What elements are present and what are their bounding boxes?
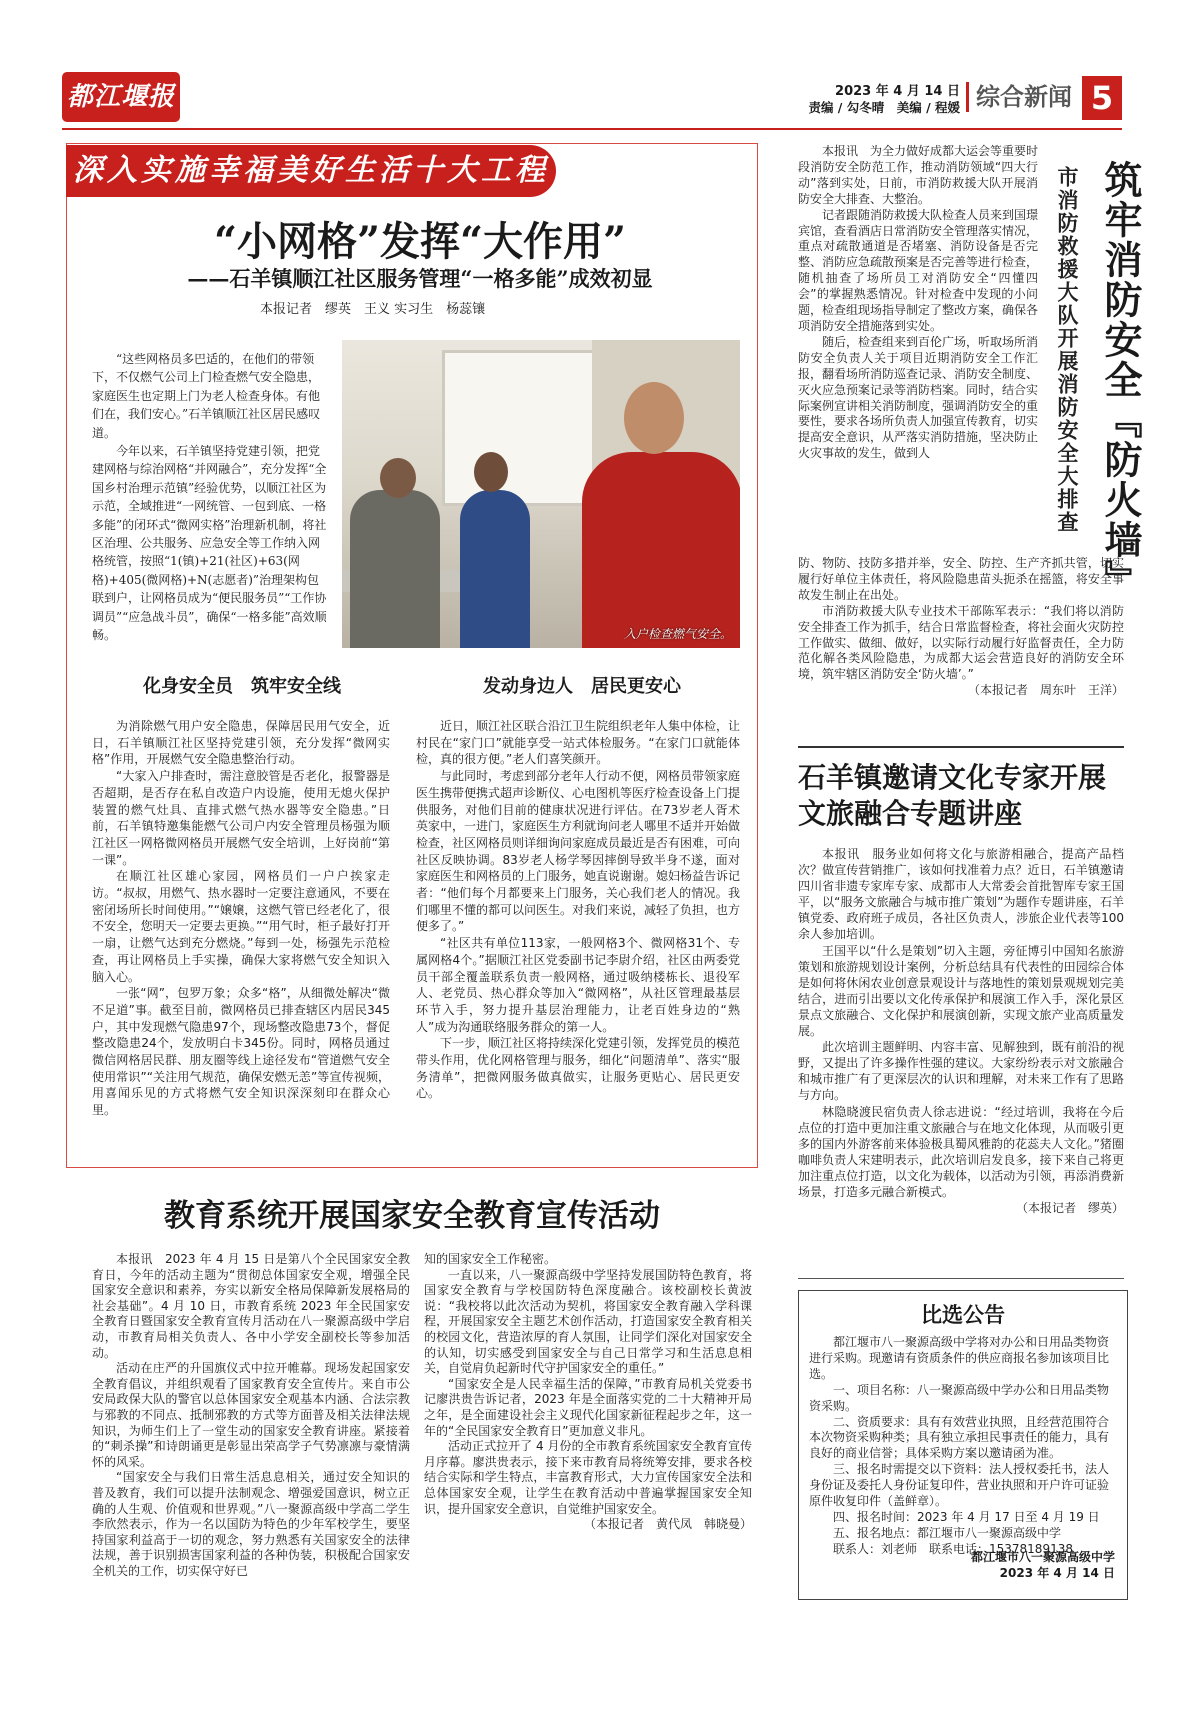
paragraph: 在顺江社区雄心家园，网格员们一户户挨家走访。“叔叔，用燃气、热水器时一定要注意通风，不要在密闭场所长时间使用。”“嬢嬢，这燃气管已经老化了，很不安全，您明天一定要去更换。”“用气时，柜子最好打开一扇，让燃气达到充分燃烧。”每到一处，杨强先示范检查，再让网格员上手实操，确保大家将燃气安全知识入脑入心。: [92, 869, 390, 984]
paragraph: 本报讯 2023 年 4 月 15 日是第八个全民国家安全教育日，今年的活动主题为“贯彻总体国家安全观，增强全民国家安全意识和素养，夯实以新安全格局保障新发展格局的社会基础”。4 月 10 日，市教育系统 2023 年全民国家安全教育日暨国家安全教育宣传月活动在八一聚源高级中学启动，市教育局相关负责人、各中小学安全副校长等参加活动。: [92, 1252, 410, 1360]
section-a-title: 化身安全员 筑牢安全线: [143, 676, 341, 697]
education-column-b: [424, 1252, 752, 1533]
fire-signature: （本报记者 周东叶 王洋）: [967, 683, 1124, 698]
feature-column-a: [92, 718, 390, 1119]
section-b-title: 发动身边人 居民更安心: [483, 676, 681, 697]
paragraph: 联系人：刘老师 联系电话：15378189138: [833, 1541, 1073, 1556]
paragraph: 二、资质要求：具有有效营业执照，且经营范围符合本次物资采购种类；具有独立承担民事责任的能力，具有良好的商业信誉；具体采购方案以邀请函为准。: [809, 1414, 1110, 1461]
feature-intro: [92, 350, 328, 645]
feature-byline: 本报记者 缪英 王义 实习生 杨蕊镶: [260, 302, 486, 317]
paragraph: 为消除燃气用户安全隐患，保障居民用气安全，近日，石羊镇顺江社区坚持党建引领，充分发挥“微网实格”作用，开展燃气安全隐患整治行动。: [92, 719, 390, 767]
notice-title: 比选公告: [921, 1302, 1005, 1327]
header-rule: [62, 128, 1122, 130]
paragraph: 下一步，顺江社区将持续深化党建引领，发挥党员的模范带头作用，优化网格管理与服务，细化“问题清单”、落实“服务清单”，把微网服务做真做实，让服务更贴心、居民更安心。: [416, 1036, 741, 1101]
editors-line: 责编 / 勾冬晴 美编 / 程媛: [808, 100, 960, 115]
paragraph: 本报讯 为全力做好成都大运会等重要时段消防安全防范工作，推动消防领域“四大行动”落到实处，日前，市消防救援大队开展消防安全大排查、大整治。: [798, 144, 1039, 206]
divider: [798, 1278, 1124, 1279]
paragraph: 一、项目名称：八一聚源高级中学办公和日用品类物资采购。: [809, 1382, 1110, 1413]
header-separator: [966, 82, 969, 112]
divider: [798, 746, 1124, 748]
paragraph: 防、物防、技防多措并举，安全、防控、生产齐抓共管，切实履行好单位主体责任，将风险隐患苗头扼杀在摇篮，将安全事故发生制止在出处。: [798, 556, 1124, 602]
fire-article-body: [798, 144, 1038, 462]
photo-caption: 入户检查燃气安全。: [623, 627, 732, 641]
paragraph: 一张“网”，包罗万象；众多“格”，从细微处解决“微不足道”事。截至目前，微网格员已排查辖区内居民345户，其中发现燃气隐患97个，现场整改隐患73个，督促整改隐患24个，发放明白卡345份。同时，网格员通过微信网格居民群、朋友圈等线上途径发布“管道燃气安全使用常识”“关注用气规范，确保安燃无恙”等宣传视频，用喜闻乐见的方式将燃气安全知识深深刻印在群众心里。: [92, 986, 390, 1118]
culture-article-title: 石羊镇邀请文化专家开展文旅融合专题讲座: [798, 761, 1107, 830]
education-signature: （本报记者 黄代凤 韩晓曼）: [583, 1517, 752, 1532]
notice-body: [809, 1335, 1117, 1558]
paragraph: 随后，检查组来到百伦广场，听取场所消防安全负责人关于项目近期消防安全工作汇报，翻看场所消防巡查记录、消防安全制度、灭火应急预案记录等消防档案。同时，结合实际案例宣讲相关消防制度，强调消防安全的重要性，要求各场所负责人加强宣传教育，切实提高安全意识，从严落实消防措施，坚决防止火灾事故的发生，做到人: [798, 334, 1039, 461]
paragraph: “国家安全与我们日常生活息息相关，通过安全知识的普及教育，我们可以提升法制观念、增强爱国意识，树立正确的人生观、价值观和世界观。”八一聚源高级中学高二学生李欣然表示，作为一名以国防为特色的少年军校学生，要坚持国家利益高于一切的观念，努力熟悉有关国家安全的法律法规，善于识别损害国家利益的各种伪装，积极配合国家安全机关的工作，切实保守好已: [92, 1470, 410, 1578]
notice-date: 2023 年 4 月 14 日: [999, 1566, 1115, 1580]
notice-signer: 都江堰市八一聚源高级中学: [970, 1550, 1115, 1564]
paragraph: 记者跟随消防救援大队检查人员来到国璟宾馆，查看酒店日常消防安全管理落实情况，重点对疏散通道是否堵塞、消防设备是否完整、消防应急疏散预案是否完善等进行检查，随机抽查了场所员工对消防安全“四懂四会”的掌握熟悉情况。针对检查中发现的小问题，检查组现场指导制定了整改方案，确保各项消防安全措施落到实处。: [798, 207, 1039, 333]
paragraph: 本报讯 服务业如何将文化与旅游相融合，提高产品档次？做宣传营销推广，该如何找准着力点？近日，石羊镇邀请四川省非遗专家库专家、成都市人大常委会首批智库专家王国平，以“服务文旅融合与城市推广策划”为题作专题讲座，石羊镇党委、政府班子成员，各社区负责人，涉旅企业代表等100余人参加培训。: [798, 847, 1124, 942]
fire-article-continued: [798, 556, 1124, 699]
culture-article-body: [798, 846, 1124, 1216]
education-article-title: 教育系统开展国家安全教育宣传活动: [164, 1198, 660, 1234]
paragraph: 活动在庄严的升国旗仪式中拉开帷幕。现场发起国家安全教育倡议，并组织观看了国家教育安全宣传片。来自市公安局政保大队的警官以总体国家安全观基本内涵、合法宗教与邪教的不同点、抵制邪教的方式等方面普及相关法律法规知识，为师生们上了一堂生动的国家安全教育讲座。紧接着的“刺杀操”和诗朗诵更是彰显出荣高学子气势凛凛与豪情满怀的风采。: [92, 1361, 410, 1469]
feature-column-b: [416, 718, 740, 1102]
paragraph: 都江堰市八一聚源高级中学将对办公和日用品类物资进行采购。现邀请有资质条件的供应商报名参加该项目比选。: [809, 1335, 1110, 1381]
feature-headline: “小网格”发挥“大作用”: [213, 218, 627, 265]
paragraph: 五、报名地点：都江堰市八一聚源高级中学: [833, 1525, 1062, 1540]
paragraph: 知的国家安全工作秘密。: [424, 1252, 557, 1266]
issue-date: 2023 年 4 月 14 日: [835, 84, 960, 99]
feature-photo: [342, 340, 740, 648]
education-column-a: [92, 1252, 410, 1579]
feature-subhead: ——石羊镇顺江社区服务管理“一格多能”成效初显: [187, 266, 653, 291]
paragraph: 近日，顺江社区联合沿江卫生院组织老年人集中体检，让村民在“家门口”就能享受一站式体检服务。“在家门口就能体检，真的很方便。”老人们喜笑颜开。: [416, 719, 741, 767]
fire-article-subtitle: 市消防救援大队开展消防安全大排查: [1055, 166, 1079, 534]
section-name: 综合新闻: [976, 83, 1072, 111]
fire-article-title: 筑牢消防安全『防火墙』: [1098, 160, 1143, 600]
paragraph: “大家入户排查时，需注意胶管是否老化，报警器是否超期，是否存在私自改造户内设施，使用无熄火保护装置的燃气灶具、直排式燃气热水器等安全隐患。”日前，石羊镇特邀集能燃气公司户内安全管理员杨强为顺江社区一网格微网格员开展燃气安全培训，上好岗前“第一课”。: [92, 769, 390, 867]
paragraph: “国家安全是人民幸福生活的保障，”市教育局机关党委书记廖洪贵告诉记者，2023 年是全面落实党的二十大精神开局之年，是全面建设社会主义现代化国家新征程起步之年，这一年的“全民国家安全教育日”更加意义非凡。: [424, 1376, 752, 1438]
page-number: 5: [1082, 76, 1122, 120]
paragraph: 此次培训主题鲜明、内容丰富、见解独到，既有前沿的视野，又提出了许多操作性强的建议。大家纷纷表示对文旅融合和城市推广有了更深层次的认识和理解，对未来工作有了思路与方向。: [798, 1040, 1124, 1103]
newspaper-logo: 都江堰报: [62, 72, 180, 122]
feature-banner: 深入实施幸福美好生活十大工程: [66, 145, 556, 197]
tender-notice: [798, 1290, 1128, 1600]
paragraph: 三、报名时需提交以下资料：法人授权委托书，法人身份证及委托人身份证复印件，营业执照和开户许可证验原件收复印件（盖鲜章）。: [809, 1462, 1110, 1509]
notice-signature: [971, 1549, 1115, 1581]
paragraph: 活动正式拉开了 4 月份的全市教育系统国家安全教育宣传月序幕。廖洪贵表示，接下来市教育局将统筹安排，要求各校结合实际和学生特点，丰富教育形式，大力宣传国家安全法和总体国家安全观，让学生在教育活动中普遍掌握国家安全知识，提升国家安全意识，自觉维护国家安全。: [424, 1439, 752, 1516]
paragraph: “社区共有单位113家，一般网格3个、微网格31个、专属网格4个。”据顺江社区党委副书记李尉介绍，社区由两委党员干部全覆盖联系负责一般网格，通过吸纳楼栋长、退役军人、老党员、热心群众等加入“微网格”，从社区管理最基层环节入手，努力提升基层治理能力，让老百姓身边的“熟人”成为沟通联络服务群众的第一人。: [416, 936, 740, 1034]
culture-signature: （本报记者 缪英）: [1015, 1201, 1124, 1216]
paragraph: 四、报名时间：2023 年 4 月 17 日至 4 月 19 日: [833, 1509, 1100, 1524]
paragraph: 一直以来，八一聚源高级中学坚持发展国防特色教育，将国家安全教育与学校国防特色深度融合。该校副校长黄波说：“我校将以此次活动为契机，将国家安全教育融入学科课程，开展国家安全主题艺术创作活动，打造国家安全教育相关的校园文化，营造浓厚的育人氛围，让同学们深化对国家安全的认知，切实感受到国家安全与自己日常学习和生活息息相关，自觉肩负起新时代守护国家安全的重任。”: [424, 1267, 752, 1376]
paragraph: 与此同时，考虑到部分老年人行动不便，网格员带领家庭医生携带便携式超声诊断仪、心电图机等医疗检查设备上门提供服务，对他们目前的健康状况进行评估。在73岁老人胥术英家中，一进门，家庭医生方利就询问老人哪里不适并开始做检查，社区网格员则详细询问家庭成员最近是否有困难，可向社区反映协调。83岁老人杨学琴因摔倒导致半身不遂，面对家庭医生和网格员的上门服务，她直说谢谢。媳妇杨益告诉记者：“他们每个月都要来上门服务，关心我们老人的情况。我们哪里不懂的都可以问医生。对我们来说，减轻了负担，也方便多了。”: [416, 769, 741, 934]
intro-paragraph: 今年以来，石羊镇坚持党建引领，把党建网格与综治网格“并网融合”，充分发挥“全国乡村治理示范镇”经验优势，以顺江社区为示范，全域推进“一网统管、一包到底、一格多能”的闭环式“微网实格”治理新机制，将社区治理、公共服务、应急安全等工作纳入网格统管，按照“1(镇)+21(社区)+63(网格)+405(微网格)+N(志愿者)”治理架构包联到户，让网格员成为“便民服务员”“工作协调员”“应急战斗员”，确保“一格多能”高效顺畅。: [92, 444, 327, 643]
paragraph: 王国平以“什么是策划”切入主题，旁征博引中国知名旅游策划和旅游规划设计案例，分析总结具有代表性的田园综合体是如何将休闲农业创意景观设计与落地性的策划景观规划完美结合，进而引出要以文化传承保护和展演工作入手，深化景区景点文旅融合、文化保护和展演创新，实现文旅产业高质量发展。: [798, 943, 1124, 1039]
intro-paragraph: “这些网格员多巴适的，在他们的带领下，不仅燃气公司上门检查燃气安全隐患，家庭医生也定期上门为老人检查身体。有他们在，我们安心。”石羊镇顺江社区居民感叹道。: [92, 352, 321, 440]
paragraph: 林隐晓渡民宿负责人徐志进说：“经过培训，我将在今后点位的打造中更加注重文旅融合与在地文化体现，从而吸引更多的国内外游客前来体验极具蜀风雅韵的花蕊夫人文化。”猪圈咖啡负责人宋建明表示，此次培训启发良多，接下来自己将更加注重点位打造，以文化为载体，以活动为引领，再添消费新场景，打造多元融合新模式。: [798, 1104, 1124, 1199]
paragraph: 市消防救援大队专业技术干部陈军表示：“我们将以消防安全排查工作为抓手，结合日常监督检查，将社会面火灾防控工作做实、做细、做好，以实际行动履行好监督责任，全力防范化解各类风险隐患，为成都大运会营造良好的消防安全环境，筑牢辖区消防安全‘防火墙’。”: [798, 603, 1124, 682]
